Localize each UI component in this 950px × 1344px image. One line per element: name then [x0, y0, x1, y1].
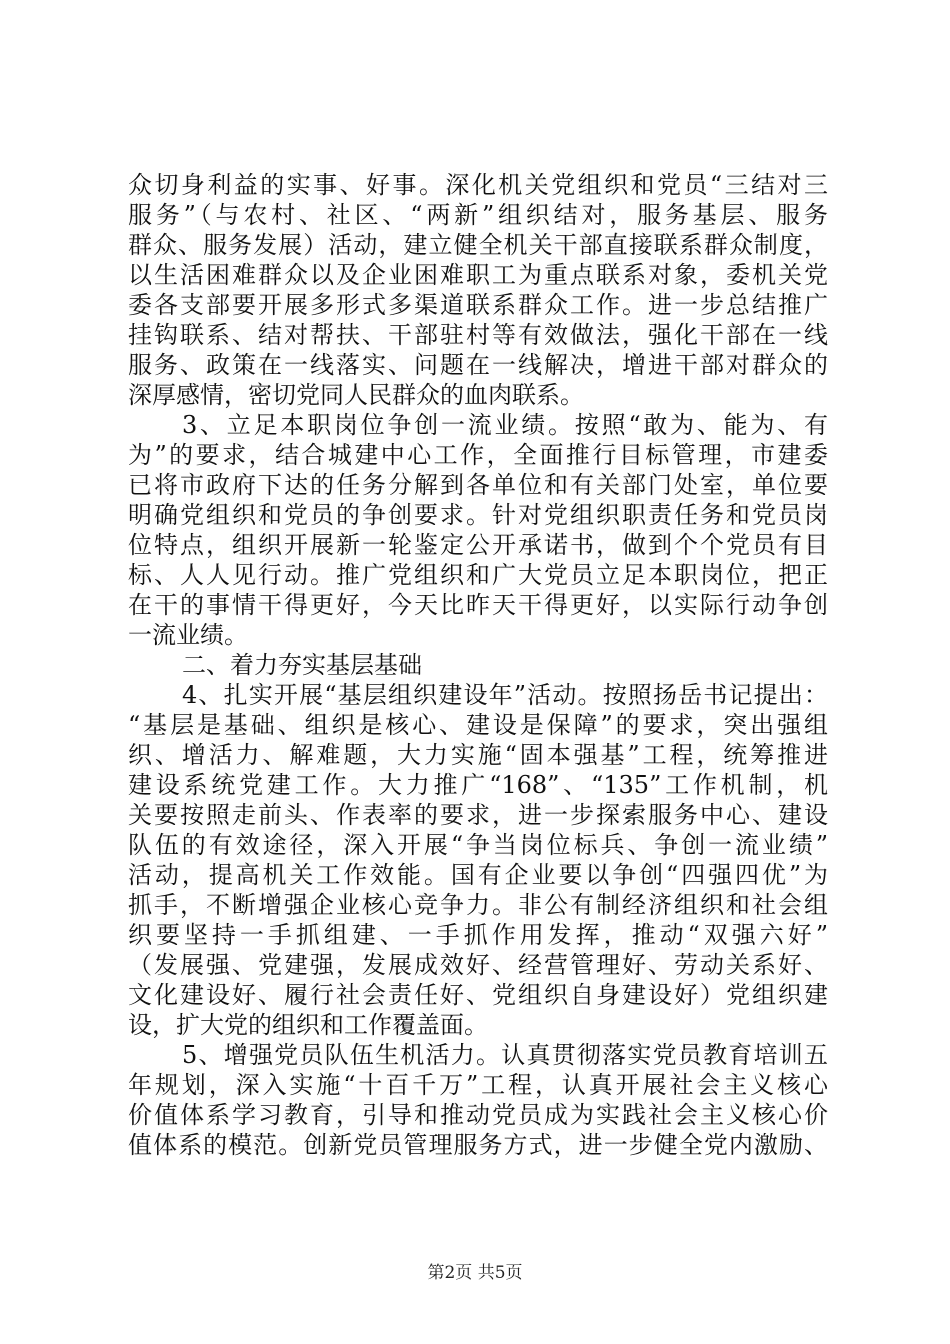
text-line: 文化建设好、履行社会责任好、党组织自身建设好）党组织建 — [128, 981, 828, 1009]
document-body — [128, 170, 828, 1160]
text-line: 挂钩联系、结对帮扶、干部驻村等有效做法，强化干部在一线 — [128, 321, 828, 349]
text-line: 值体系的模范。创新党员管理服务方式，进一步健全党内激励、 — [128, 1131, 828, 1159]
text-line: 为”的要求，结合城建中心工作，全面推行目标管理，市建委 — [128, 441, 828, 469]
section-heading: 二、着力夯实基层基础 — [182, 651, 422, 679]
text-line: 在干的事情干得更好，今天比昨天干得更好，以实际行动争创 — [128, 591, 828, 619]
text-line: 建设系统党建工作。大力推广“168”、“135”工作机制，机 — [128, 771, 828, 799]
text-line: 年规划，深入实施“十百千万”工程，认真开展社会主义核心 — [128, 1071, 828, 1099]
text-line: 抓手，不断增强企业核心竞争力。非公有制经济组织和社会组 — [128, 891, 828, 919]
text-line: 位特点，组织开展新一轮鉴定公开承诺书，做到个个党员有目 — [128, 531, 828, 559]
text-line: 以生活困难群众以及企业困难职工为重点联系对象，委机关党 — [128, 261, 828, 289]
text-line: 队伍的有效途径，深入开展“争当岗位标兵、争创一流业绩” — [128, 831, 828, 859]
text-line: 织要坚持一手抓组建、一手抓作用发挥，推动“双强六好” — [128, 921, 828, 949]
text-line: 活动，提高机关工作效能。国有企业要以争创“四强四优”为 — [128, 861, 828, 889]
paragraph-start-line: 5、增强党员队伍生机活力。认真贯彻落实党员教育培训五 — [182, 1041, 828, 1069]
text-line: 已将市政府下达的任务分解到各单位和有关部门处室，单位要 — [128, 471, 828, 499]
text-line: 服务”（与农村、社区、“两新”组织结对，服务基层、服务 — [128, 201, 828, 229]
text-line: 明确党组织和党员的争创要求。针对党组织职责任务和党员岗 — [128, 501, 828, 529]
text-line: （发展强、党建强，发展成效好、经营管理好、劳动关系好、 — [128, 951, 828, 979]
text-line: 一流业绩。 — [128, 621, 248, 649]
page-number-footer: 第2页 共5页 — [427, 1263, 523, 1283]
text-line: 价值体系学习教育，引导和推动党员成为实践社会主义核心价 — [128, 1101, 828, 1129]
text-line: “基层是基础、组织是核心、建设是保障”的要求，突出强组 — [128, 711, 828, 739]
text-line: 深厚感情，密切党同人民群众的血肉联系。 — [128, 381, 584, 409]
text-line: 服务、政策在一线落实、问题在一线解决，增进干部对群众的 — [128, 351, 828, 379]
paragraph-start-line: 4、扎实开展“基层组织建设年”活动。按照扬岳书记提出： — [182, 681, 828, 709]
paragraph-start-line: 3、立足本职岗位争创一流业绩。按照“敢为、能为、有 — [182, 411, 828, 439]
text-line: 标、人人见行动。推广党组织和广大党员立足本职岗位，把正 — [128, 561, 828, 589]
text-line: 群众、服务发展）活动，建立健全机关干部直接联系群众制度， — [128, 231, 828, 259]
text-line: 众切身利益的实事、好事。深化机关党组织和党员“三结对三 — [128, 171, 828, 199]
text-line: 设，扩大党的组织和工作覆盖面。 — [128, 1011, 488, 1039]
text-line: 委各支部要开展多形式多渠道联系群众工作。进一步总结推广 — [128, 291, 828, 319]
text-line: 关要按照走前头、作表率的要求，进一步探索服务中心、建设 — [128, 801, 828, 829]
text-line: 织、增活力、解难题，大力实施“固本强基”工程，统筹推进 — [128, 741, 828, 769]
